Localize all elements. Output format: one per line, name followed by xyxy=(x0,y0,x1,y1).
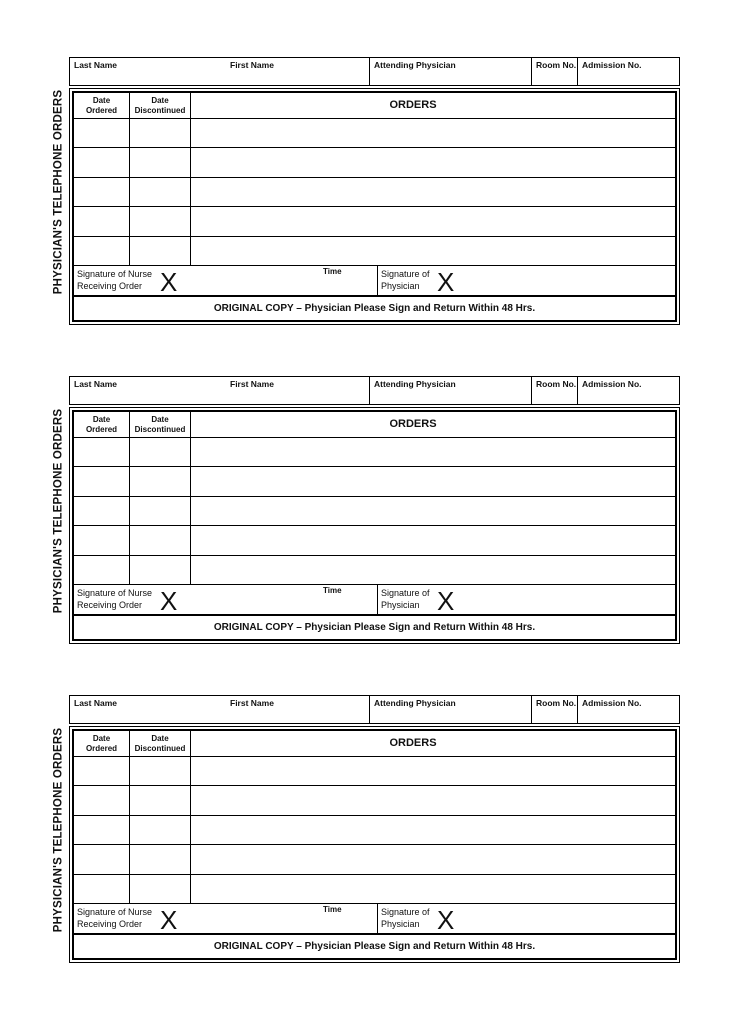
date-ordered-cell[interactable] xyxy=(74,237,130,265)
date-ordered-cell[interactable] xyxy=(74,467,130,495)
orders-header-row xyxy=(74,731,675,757)
date-discontinued-cell[interactable] xyxy=(130,237,191,265)
order-text-cell[interactable] xyxy=(191,845,675,873)
date-discontinued-cell[interactable] xyxy=(130,556,191,584)
orders-title: ORDERS xyxy=(389,418,437,430)
side-title-strip xyxy=(48,57,68,327)
orders-section xyxy=(69,407,680,644)
nurse-signature-label xyxy=(77,588,152,611)
date-ordered-cell[interactable] xyxy=(74,816,130,844)
date-discontinued-header xyxy=(130,93,191,118)
order-text-cell[interactable] xyxy=(191,875,675,903)
orders-header xyxy=(191,412,675,437)
date-ordered-cell[interactable] xyxy=(74,148,130,176)
nurse-signature-x-mark[interactable]: X xyxy=(160,267,178,297)
order-row xyxy=(74,148,675,177)
nurse-signature-label xyxy=(77,907,152,930)
admission-no-field[interactable]: Admission No. xyxy=(582,698,642,708)
order-rows xyxy=(74,757,675,904)
physician-signature-box[interactable] xyxy=(377,585,498,614)
order-text-cell[interactable] xyxy=(191,556,675,584)
date-ordered-cell[interactable] xyxy=(74,875,130,903)
date-ordered-cell[interactable] xyxy=(74,757,130,785)
order-rows xyxy=(74,438,675,585)
date-discontinued-header-line2: Discontinued xyxy=(134,743,186,753)
date-ordered-cell[interactable] xyxy=(74,438,130,466)
orders-header xyxy=(191,731,675,756)
orders-grid xyxy=(74,731,675,904)
signature-row xyxy=(74,585,675,616)
date-ordered-header-line2: Ordered xyxy=(85,105,118,115)
physician-signature-x-mark[interactable]: X xyxy=(437,267,455,297)
order-text-cell[interactable] xyxy=(191,237,675,265)
date-discontinued-cell[interactable] xyxy=(130,178,191,206)
admission-no-field[interactable]: Admission No. xyxy=(582,379,642,389)
order-text-cell[interactable] xyxy=(191,207,675,235)
physician-signature-label-line2: Physician xyxy=(381,599,420,610)
date-discontinued-cell[interactable] xyxy=(130,148,191,176)
date-discontinued-cell[interactable] xyxy=(130,845,191,873)
date-ordered-header xyxy=(74,731,130,756)
order-text-cell[interactable] xyxy=(191,816,675,844)
order-row xyxy=(74,757,675,786)
side-title-strip xyxy=(48,695,68,965)
order-text-cell[interactable] xyxy=(191,786,675,814)
date-discontinued-cell[interactable] xyxy=(130,438,191,466)
date-ordered-cell[interactable] xyxy=(74,786,130,814)
date-discontinued-cell[interactable] xyxy=(130,526,191,554)
last-name-field[interactable]: Last Name xyxy=(74,60,117,70)
date-discontinued-cell[interactable] xyxy=(130,875,191,903)
date-discontinued-header-line1: Date xyxy=(151,415,169,424)
orders-header-row xyxy=(74,412,675,438)
order-row xyxy=(74,119,675,148)
time-field-label[interactable]: Time xyxy=(323,586,342,595)
order-text-cell[interactable] xyxy=(191,757,675,785)
orders-header xyxy=(191,93,675,118)
room-no-field[interactable]: Room No. xyxy=(532,58,578,85)
physician-signature-box[interactable] xyxy=(377,904,498,933)
nurse-signature-label-line2: Receiving Order xyxy=(77,280,143,291)
attending-physician-field[interactable]: Attending Physician xyxy=(370,58,532,85)
physician-signature-x-mark[interactable]: X xyxy=(437,586,455,616)
attending-physician-field[interactable]: Attending Physician xyxy=(370,377,532,404)
order-text-cell[interactable] xyxy=(191,497,675,525)
date-ordered-header xyxy=(74,93,130,118)
order-row xyxy=(74,556,675,585)
physician-signature-label-line1: Signature of xyxy=(381,588,430,598)
orders-section xyxy=(69,88,680,325)
date-discontinued-cell[interactable] xyxy=(130,119,191,147)
nurse-signature-label-line2: Receiving Order xyxy=(77,599,143,610)
room-no-field[interactable]: Room No. xyxy=(532,377,578,404)
telephone-order-form xyxy=(48,695,682,965)
order-row xyxy=(74,786,675,815)
nurse-signature-x-mark[interactable]: X xyxy=(160,586,178,616)
patient-header xyxy=(69,695,680,724)
date-discontinued-cell[interactable] xyxy=(130,757,191,785)
date-discontinued-cell[interactable] xyxy=(130,207,191,235)
order-row xyxy=(74,526,675,555)
order-row xyxy=(74,497,675,526)
date-ordered-header xyxy=(74,412,130,437)
date-discontinued-header-line1: Date xyxy=(151,734,169,743)
side-title-strip xyxy=(48,376,68,646)
date-discontinued-header-line2: Discontinued xyxy=(134,424,186,434)
time-field-label[interactable]: Time xyxy=(323,905,342,914)
signature-row xyxy=(74,904,675,935)
date-ordered-cell[interactable] xyxy=(74,178,130,206)
orders-inner-frame xyxy=(72,410,677,641)
date-ordered-cell[interactable] xyxy=(74,556,130,584)
nurse-signature-label xyxy=(77,269,152,292)
nurse-signature-label-line1: Signature of Nurse xyxy=(77,907,153,917)
order-row xyxy=(74,816,675,845)
date-ordered-cell[interactable] xyxy=(74,207,130,235)
order-text-cell[interactable] xyxy=(191,438,675,466)
order-row xyxy=(74,845,675,874)
order-row xyxy=(74,207,675,236)
physician-signature-label-line1: Signature of xyxy=(381,907,430,917)
nurse-signature-x-mark[interactable]: X xyxy=(160,905,178,935)
side-title: PHYSICIAN'S TELEPHONE ORDERS xyxy=(52,408,65,614)
original-copy-footer: ORIGINAL COPY – Physician Please Sign and Return Within 48 Hrs. xyxy=(213,303,536,314)
orders-inner-frame xyxy=(72,91,677,322)
orders-grid xyxy=(74,93,675,266)
physician-signature-x-mark[interactable]: X xyxy=(437,905,455,935)
last-name-field[interactable]: Last Name xyxy=(74,698,117,708)
date-ordered-cell[interactable] xyxy=(74,119,130,147)
room-no-field[interactable]: Room No. xyxy=(532,696,578,723)
date-discontinued-header-line1: Date xyxy=(151,96,169,105)
date-ordered-header-line1: Date xyxy=(92,96,111,105)
date-ordered-header-line2: Ordered xyxy=(85,743,118,753)
side-title: PHYSICIAN'S TELEPHONE ORDERS xyxy=(52,727,65,933)
order-row xyxy=(74,875,675,904)
date-ordered-header-line2: Ordered xyxy=(85,424,118,434)
original-copy-footer: ORIGINAL COPY – Physician Please Sign and Return Within 48 Hrs. xyxy=(213,622,536,633)
order-text-cell[interactable] xyxy=(191,526,675,554)
telephone-order-form xyxy=(48,376,682,646)
signature-row xyxy=(74,266,675,297)
side-title: PHYSICIAN'S TELEPHONE ORDERS xyxy=(52,89,65,295)
physician-signature-label-line2: Physician xyxy=(381,918,420,929)
physician-signature-label xyxy=(381,588,430,611)
nurse-signature-label-line2: Receiving Order xyxy=(77,918,143,929)
date-ordered-cell[interactable] xyxy=(74,526,130,554)
order-text-cell[interactable] xyxy=(191,119,675,147)
physician-signature-label xyxy=(381,269,430,292)
physician-signature-box[interactable] xyxy=(377,266,498,295)
first-name-field[interactable]: First Name xyxy=(210,377,370,404)
date-ordered-cell[interactable] xyxy=(74,845,130,873)
first-name-field[interactable]: First Name xyxy=(210,696,370,723)
last-name-field[interactable]: Last Name xyxy=(74,379,117,389)
physician-signature-label-line1: Signature of xyxy=(381,269,430,279)
orders-title: ORDERS xyxy=(389,737,437,749)
date-discontinued-header xyxy=(130,731,191,756)
date-ordered-header-line1: Date xyxy=(92,415,111,424)
admission-no-field[interactable]: Admission No. xyxy=(582,60,642,70)
date-discontinued-cell[interactable] xyxy=(130,816,191,844)
date-discontinued-cell[interactable] xyxy=(130,786,191,814)
orders-grid xyxy=(74,412,675,585)
order-row xyxy=(74,438,675,467)
attending-physician-field[interactable]: Attending Physician xyxy=(370,696,532,723)
order-text-cell[interactable] xyxy=(191,178,675,206)
physician-signature-label-line2: Physician xyxy=(381,280,420,291)
nurse-signature-label-line1: Signature of Nurse xyxy=(77,269,153,279)
date-discontinued-header-line2: Discontinued xyxy=(134,105,186,115)
original-copy-footer: ORIGINAL COPY – Physician Please Sign and Return Within 48 Hrs. xyxy=(213,941,536,952)
patient-header xyxy=(69,376,680,405)
order-row xyxy=(74,178,675,207)
order-text-cell[interactable] xyxy=(191,148,675,176)
nurse-signature-label-line1: Signature of Nurse xyxy=(77,588,153,598)
date-ordered-cell[interactable] xyxy=(74,497,130,525)
time-field-label[interactable]: Time xyxy=(323,267,342,276)
date-discontinued-cell[interactable] xyxy=(130,497,191,525)
first-name-field[interactable]: First Name xyxy=(210,58,370,85)
telephone-order-form xyxy=(48,57,682,327)
order-text-cell[interactable] xyxy=(191,467,675,495)
orders-inner-frame xyxy=(72,729,677,960)
order-row xyxy=(74,237,675,266)
date-discontinued-header xyxy=(130,412,191,437)
physician-signature-label xyxy=(381,907,430,930)
order-rows xyxy=(74,119,675,266)
order-row xyxy=(74,467,675,496)
orders-title: ORDERS xyxy=(389,99,437,111)
orders-header-row xyxy=(74,93,675,119)
date-discontinued-cell[interactable] xyxy=(130,467,191,495)
patient-header xyxy=(69,57,680,86)
date-ordered-header-line1: Date xyxy=(92,734,111,743)
orders-section xyxy=(69,726,680,963)
